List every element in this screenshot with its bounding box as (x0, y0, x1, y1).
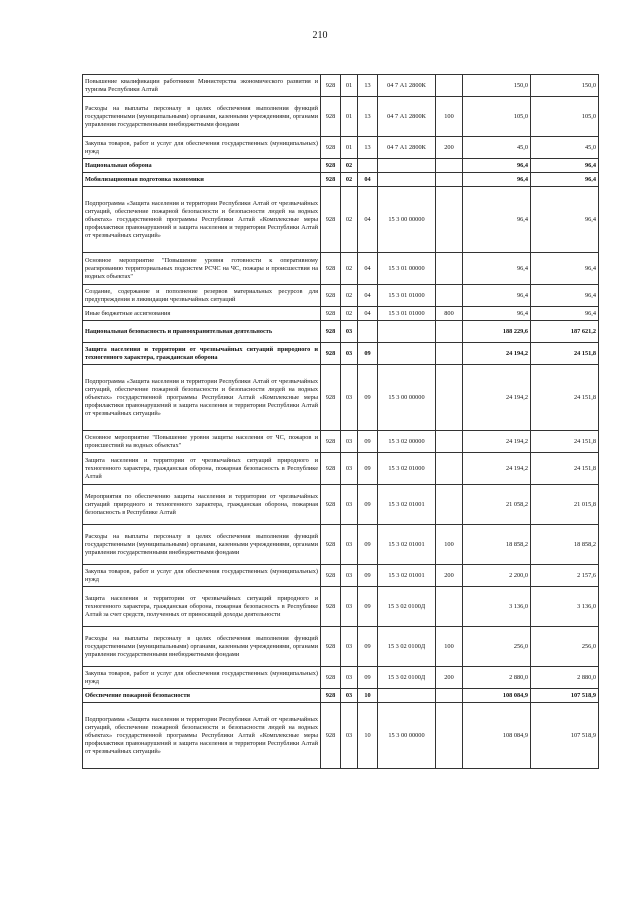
cell-vr (436, 365, 463, 431)
cell-csr: 15 3 01 01000 (378, 307, 436, 321)
cell-csr: 15 3 00 00000 (378, 187, 436, 253)
cell-name: Мероприятия по обеспечению защиты населения и территории от чрезвычайных ситуаций природного и техногенного характера, гражданская оборона, пожарная безопасность в Республике Алтай (83, 485, 321, 525)
table-row (83, 285, 599, 307)
cell-rz: 02 (341, 187, 358, 253)
cell-pr: 04 (358, 187, 378, 253)
cell-amount-2: 2 880,0 (531, 667, 599, 689)
cell-gr: 928 (321, 321, 341, 343)
cell-amount-1: 150,0 (463, 75, 531, 97)
cell-amount-1: 2 880,0 (463, 667, 531, 689)
table-row (83, 689, 599, 703)
cell-gr: 928 (321, 667, 341, 689)
cell-pr: 04 (358, 285, 378, 307)
cell-name: Национальная безопасность и правоохранительная деятельность (83, 321, 321, 343)
table-row (83, 343, 599, 365)
cell-pr: 09 (358, 565, 378, 587)
cell-csr: 04 7 А1 2800К (378, 97, 436, 137)
cell-vr (436, 343, 463, 365)
cell-gr: 928 (321, 453, 341, 485)
cell-gr: 928 (321, 97, 341, 137)
cell-vr (436, 703, 463, 769)
cell-name: Закупка товаров, работ и услуг для обеспечения государственных (муниципальных) нужд (83, 137, 321, 159)
cell-vr: 100 (436, 627, 463, 667)
cell-gr: 928 (321, 159, 341, 173)
cell-pr (358, 159, 378, 173)
cell-csr (378, 321, 436, 343)
cell-amount-1: 96,4 (463, 307, 531, 321)
cell-gr: 928 (321, 285, 341, 307)
cell-gr: 928 (321, 587, 341, 627)
cell-pr: 13 (358, 75, 378, 97)
table-row (83, 187, 599, 253)
page-number: 210 (312, 30, 328, 41)
cell-rz: 02 (341, 253, 358, 285)
cell-name: Защита населения и территории от чрезвычайных ситуаций природного и техногенного характера, гражданская оборона, пожарная безопасность в Республике Алтай за счет средств, полученных от приносящей доходы деятельности (83, 587, 321, 627)
table-row (83, 307, 599, 321)
table-row (83, 75, 599, 97)
table-row (83, 485, 599, 525)
cell-gr: 928 (321, 689, 341, 703)
cell-vr (436, 453, 463, 485)
cell-amount-1: 24 194,2 (463, 365, 531, 431)
cell-amount-2: 96,4 (531, 285, 599, 307)
cell-pr: 09 (358, 431, 378, 453)
table-row (83, 703, 599, 769)
table-row (83, 365, 599, 431)
cell-vr: 100 (436, 525, 463, 565)
cell-gr: 928 (321, 525, 341, 565)
cell-csr: 15 3 02 0100Д (378, 667, 436, 689)
cell-amount-1: 24 194,2 (463, 453, 531, 485)
cell-rz: 02 (341, 173, 358, 187)
cell-pr: 10 (358, 703, 378, 769)
table-row (83, 321, 599, 343)
cell-name: Расходы на выплаты персоналу в целях обеспечения выполнения функций государственными (муниципальными) органами, казенными учреждениями, органами управления государственными внебюджетными фондами (83, 97, 321, 137)
cell-rz: 03 (341, 321, 358, 343)
cell-gr: 928 (321, 173, 341, 187)
cell-name: Расходы на выплаты персоналу в целях обеспечения выполнения функций государственными (муниципальными) органами, казенными учреждениями, органами управления государственными внебюджетными фондами (83, 525, 321, 565)
cell-csr: 15 3 02 01001 (378, 525, 436, 565)
cell-name: Мобилизационная подготовка экономики (83, 173, 321, 187)
cell-name: Защита населения и территории от чрезвычайных ситуаций природного и техногенного характера, гражданская оборона, пожарная безопасность в Республике Алтай (83, 453, 321, 485)
cell-amount-1: 24 194,2 (463, 343, 531, 365)
cell-name: Подпрограмма «Защита населения и территории Республики Алтай от чрезвычайных ситуаций, обеспечение пожарной безопасности и безопасности людей на водных объектах» государственной программы Республики Алтай «Комплексные меры профилактики правонарушений и защита населения и территории Республики Алтай от чрезвычайных ситуаций» (83, 703, 321, 769)
cell-rz: 01 (341, 137, 358, 159)
cell-name: Национальная оборона (83, 159, 321, 173)
cell-name: Закупка товаров, работ и услуг для обеспечения государственных (муниципальных) нужд (83, 565, 321, 587)
cell-amount-2: 3 136,0 (531, 587, 599, 627)
table-row (83, 159, 599, 173)
cell-name: Обеспечение пожарной безопасности (83, 689, 321, 703)
cell-csr (378, 343, 436, 365)
cell-vr: 100 (436, 97, 463, 137)
cell-vr: 200 (436, 667, 463, 689)
cell-amount-1: 108 084,9 (463, 689, 531, 703)
cell-rz: 01 (341, 97, 358, 137)
cell-amount-1: 188 229,6 (463, 321, 531, 343)
cell-amount-2: 2 157,6 (531, 565, 599, 587)
cell-amount-2: 187 621,2 (531, 321, 599, 343)
cell-csr (378, 173, 436, 187)
cell-csr (378, 689, 436, 703)
cell-pr: 09 (358, 587, 378, 627)
cell-amount-2: 24 151,8 (531, 343, 599, 365)
cell-csr (378, 159, 436, 173)
cell-rz: 03 (341, 587, 358, 627)
cell-name: Иные бюджетные ассигнования (83, 307, 321, 321)
cell-amount-2: 24 151,8 (531, 365, 599, 431)
cell-rz: 02 (341, 285, 358, 307)
cell-amount-2: 24 151,8 (531, 431, 599, 453)
table-row (83, 431, 599, 453)
cell-csr: 15 3 01 00000 (378, 253, 436, 285)
table-row (83, 627, 599, 667)
cell-rz: 03 (341, 525, 358, 565)
cell-csr: 15 3 02 0100Д (378, 587, 436, 627)
cell-rz: 02 (341, 307, 358, 321)
cell-pr: 09 (358, 627, 378, 667)
cell-rz: 03 (341, 343, 358, 365)
cell-amount-2: 96,4 (531, 253, 599, 285)
cell-amount-1: 105,0 (463, 97, 531, 137)
cell-vr (436, 485, 463, 525)
cell-gr: 928 (321, 307, 341, 321)
cell-amount-1: 96,4 (463, 253, 531, 285)
cell-amount-1: 108 084,9 (463, 703, 531, 769)
cell-pr: 04 (358, 173, 378, 187)
cell-amount-2: 24 151,8 (531, 453, 599, 485)
cell-gr: 928 (321, 75, 341, 97)
cell-amount-2: 150,0 (531, 75, 599, 97)
cell-vr (436, 285, 463, 307)
cell-rz: 03 (341, 627, 358, 667)
cell-csr: 15 3 02 00000 (378, 431, 436, 453)
cell-amount-2: 96,4 (531, 173, 599, 187)
table-row (83, 565, 599, 587)
cell-gr: 928 (321, 343, 341, 365)
cell-pr: 09 (358, 343, 378, 365)
cell-rz: 03 (341, 565, 358, 587)
cell-csr: 15 3 00 00000 (378, 703, 436, 769)
cell-gr: 928 (321, 565, 341, 587)
cell-csr: 04 7 А1 2800К (378, 75, 436, 97)
cell-name: Расходы на выплаты персоналу в целях обеспечения выполнения функций государственными (муниципальными) органами, казенными учреждениями, органами управления государственными внебюджетными фондами (83, 627, 321, 667)
cell-rz: 03 (341, 453, 358, 485)
cell-vr (436, 187, 463, 253)
cell-vr (436, 321, 463, 343)
cell-csr: 15 3 02 01001 (378, 565, 436, 587)
cell-pr: 04 (358, 253, 378, 285)
cell-gr: 928 (321, 365, 341, 431)
cell-csr: 15 3 02 0100Д (378, 627, 436, 667)
cell-name: Основное мероприятие "Повышение уровня защиты населения от ЧС, пожаров и происшествий на водных объектах" (83, 431, 321, 453)
table-row (83, 453, 599, 485)
cell-vr (436, 253, 463, 285)
cell-amount-2: 105,0 (531, 97, 599, 137)
cell-amount-2: 96,4 (531, 307, 599, 321)
cell-pr: 04 (358, 307, 378, 321)
cell-csr: 15 3 02 01000 (378, 453, 436, 485)
cell-gr: 928 (321, 627, 341, 667)
cell-rz: 03 (341, 431, 358, 453)
cell-amount-1: 45,0 (463, 137, 531, 159)
cell-pr: 13 (358, 97, 378, 137)
cell-rz: 03 (341, 689, 358, 703)
cell-vr (436, 689, 463, 703)
cell-rz: 03 (341, 485, 358, 525)
cell-pr: 09 (358, 525, 378, 565)
cell-vr (436, 587, 463, 627)
cell-vr: 200 (436, 565, 463, 587)
cell-gr: 928 (321, 703, 341, 769)
cell-amount-2: 96,4 (531, 159, 599, 173)
cell-pr: 09 (358, 667, 378, 689)
cell-csr: 15 3 01 01000 (378, 285, 436, 307)
cell-amount-1: 96,4 (463, 187, 531, 253)
cell-vr: 200 (436, 137, 463, 159)
cell-csr: 04 7 А1 2800К (378, 137, 436, 159)
cell-gr: 928 (321, 485, 341, 525)
cell-gr: 928 (321, 137, 341, 159)
cell-amount-2: 107 518,9 (531, 689, 599, 703)
cell-gr: 928 (321, 431, 341, 453)
cell-rz: 03 (341, 703, 358, 769)
table-row (83, 253, 599, 285)
cell-amount-1: 24 194,2 (463, 431, 531, 453)
cell-amount-1: 21 058,2 (463, 485, 531, 525)
cell-csr: 15 3 00 00000 (378, 365, 436, 431)
cell-csr: 15 3 02 01001 (378, 485, 436, 525)
cell-rz: 02 (341, 159, 358, 173)
cell-pr: 10 (358, 689, 378, 703)
cell-amount-1: 96,4 (463, 173, 531, 187)
table-row (83, 525, 599, 565)
cell-amount-1: 2 200,0 (463, 565, 531, 587)
table-row (83, 97, 599, 137)
cell-pr: 13 (358, 137, 378, 159)
cell-name: Закупка товаров, работ и услуг для обеспечения государственных (муниципальных) нужд (83, 667, 321, 689)
cell-pr: 09 (358, 485, 378, 525)
cell-vr: 800 (436, 307, 463, 321)
cell-vr (436, 431, 463, 453)
cell-rz: 03 (341, 365, 358, 431)
cell-amount-1: 96,4 (463, 159, 531, 173)
cell-vr (436, 159, 463, 173)
cell-amount-2: 96,4 (531, 187, 599, 253)
table-row (83, 137, 599, 159)
cell-name: Защита населения и территории от чрезвычайных ситуаций природного и техногенного характера, гражданская оборона (83, 343, 321, 365)
cell-name: Создание, содержание и пополнение резервов материальных ресурсов для предупреждения и ликвидации чрезвычайных ситуаций (83, 285, 321, 307)
cell-rz: 03 (341, 667, 358, 689)
cell-pr: 09 (358, 365, 378, 431)
cell-amount-2: 45,0 (531, 137, 599, 159)
table-row (83, 587, 599, 627)
cell-amount-1: 96,4 (463, 285, 531, 307)
cell-amount-2: 256,0 (531, 627, 599, 667)
cell-amount-2: 107 518,9 (531, 703, 599, 769)
cell-vr (436, 75, 463, 97)
cell-amount-1: 3 136,0 (463, 587, 531, 627)
cell-amount-1: 18 858,2 (463, 525, 531, 565)
cell-name: Подпрограмма «Защита населения и территории Республики Алтай от чрезвычайных ситуаций, обеспечение пожарной безопасности и безопасности людей на водных объектах» государственной программы Республики Алтай «Комплексные меры профилактики правонарушений и защита населения и территории Республики Алтай от чрезвычайных ситуаций» (83, 187, 321, 253)
cell-pr: 09 (358, 453, 378, 485)
cell-amount-1: 256,0 (463, 627, 531, 667)
cell-rz: 01 (341, 75, 358, 97)
cell-name: Подпрограмма «Защита населения и территории Республики Алтай от чрезвычайных ситуаций, обеспечение пожарной безопасности и безопасности людей на водных объектах» государственной программы Республики Алтай «Комплексные меры профилактики правонарушений и защита населения и территории Республики Алтай от чрезвычайных ситуаций» (83, 365, 321, 431)
cell-amount-2: 21 015,8 (531, 485, 599, 525)
table-row (83, 667, 599, 689)
cell-pr (358, 321, 378, 343)
cell-name: Основное мероприятие "Повышение уровня готовности к оперативному реагированию территориальных подсистем РСЧС на ЧС, пожары и происшествия на водных объектах" (83, 253, 321, 285)
cell-gr: 928 (321, 187, 341, 253)
cell-name: Повышение квалификации работников Министерства экономического развития и туризма Республики Алтай (83, 75, 321, 97)
cell-amount-2: 18 858,2 (531, 525, 599, 565)
budget-table (82, 74, 599, 769)
table-row (83, 173, 599, 187)
cell-gr: 928 (321, 253, 341, 285)
cell-vr (436, 173, 463, 187)
